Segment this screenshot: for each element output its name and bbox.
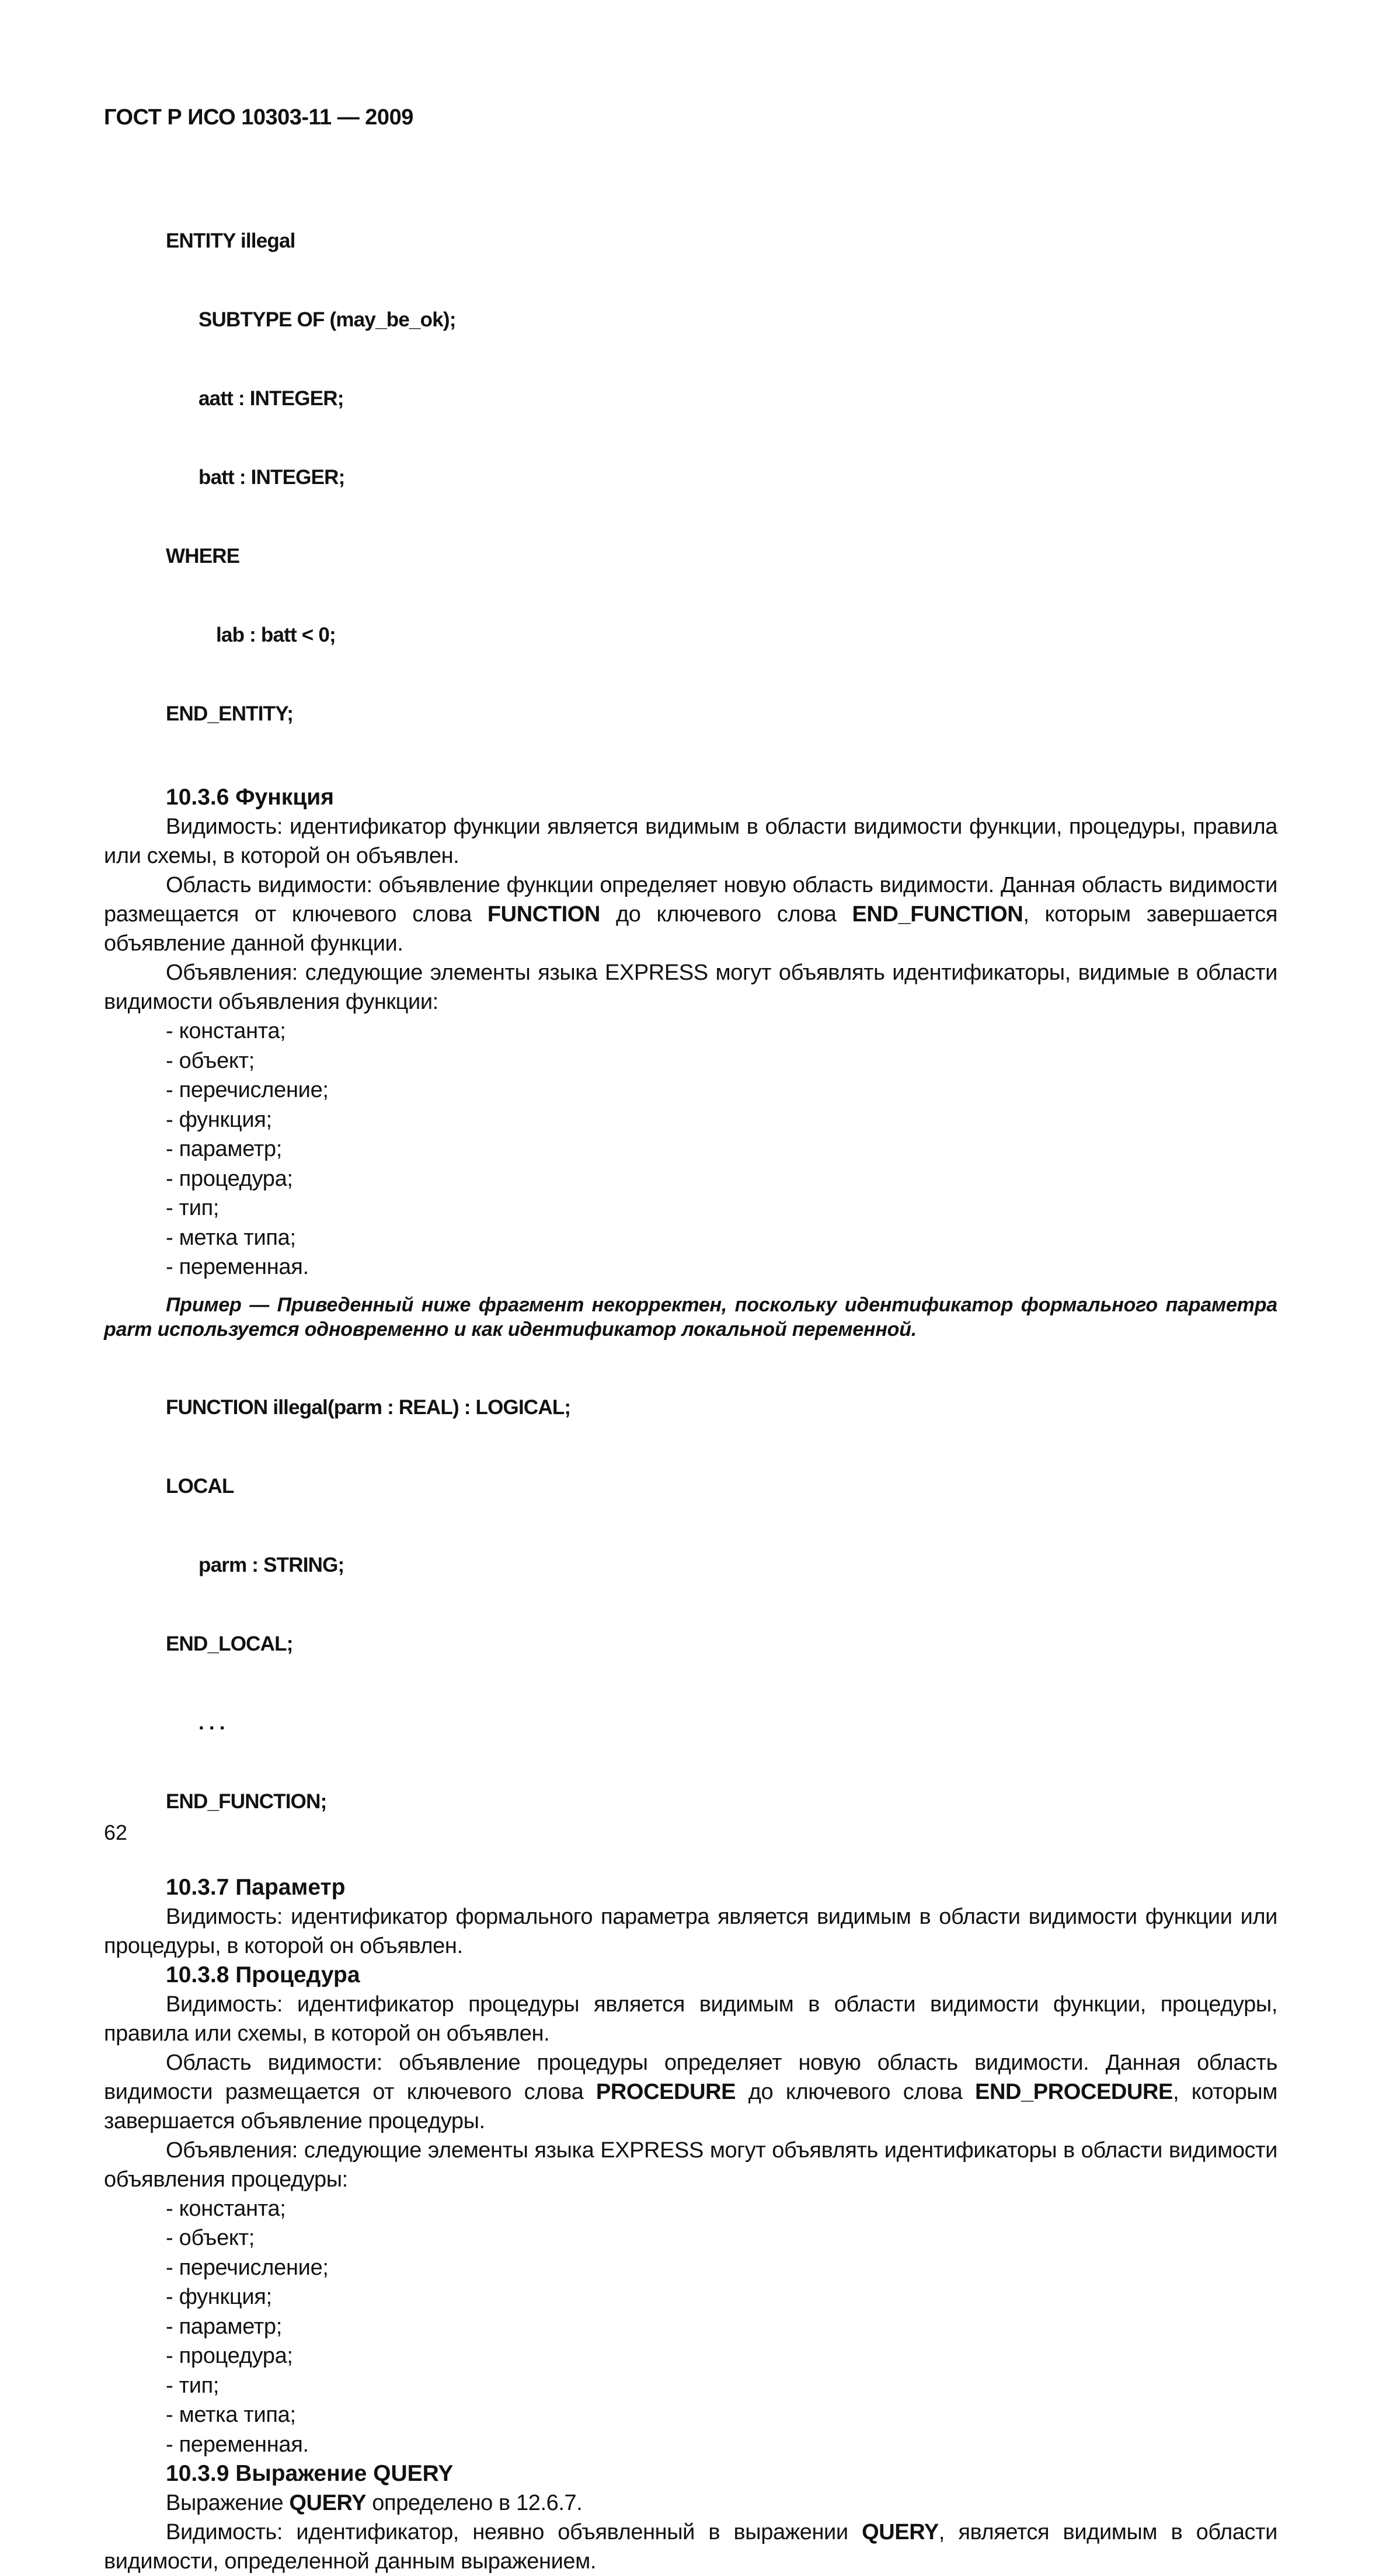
list-item: - переменная. (166, 2432, 309, 2457)
keyword: FUNCTION (487, 902, 600, 927)
code-line: LOCAL (166, 1474, 234, 1498)
declarations-list (104, 2194, 1277, 2460)
text-run: , является видимым в области видимости, определенной данным выражением. (104, 2520, 1277, 2574)
section-heading-10-3-9: 10.3.9 Выражение QUERY (166, 2461, 454, 2486)
list-item: - функция; (166, 1107, 272, 1132)
list-item: - процедура; (166, 2344, 293, 2368)
text-run: , которым завершается объявление процедуры. (104, 2079, 1277, 2133)
section-heading-10-3-7: 10.3.7 Параметр (166, 1874, 346, 1900)
text-run: определено в 12.6.7. (366, 2491, 583, 2515)
list-item: - процедура; (166, 1166, 293, 1191)
list-item: - объект; (166, 1048, 255, 1073)
code-block-function (166, 1342, 1277, 1867)
list-item: - переменная. (166, 1255, 309, 1279)
code-line: . . . (199, 1711, 225, 1734)
keyword: PROCEDURE (596, 2079, 736, 2104)
document-header: ГОСТ Р ИСО 10303-11 — 2009 (104, 105, 413, 130)
paragraph: Видимость: идентификатор процедуры является видимым в области видимости функции, процедуры, правила или схемы, в которой он объявлен. (104, 1992, 1277, 2046)
text-run: Выражение (166, 2491, 290, 2515)
code-block-entity (166, 175, 1277, 779)
list-item: - перечисление; (166, 2255, 329, 2280)
paragraph (104, 871, 1277, 958)
list-item: - параметр; (166, 1137, 282, 1161)
paragraph (104, 2518, 1277, 2576)
code-line: END_ENTITY; (166, 702, 294, 725)
list-item: - функция; (166, 2285, 272, 2309)
code-line: ENTITY illegal (166, 229, 295, 252)
text-run: Область видимости: объявление функции определяет новую область видимости. Данная область видимости размещается от ключевого слова (104, 873, 1277, 927)
list-item: - константа; (166, 2196, 286, 2221)
code-line: FUNCTION illegal(parm : REAL) : LOGICAL; (166, 1395, 571, 1419)
paragraph: Объявления: следующие элементы языка EXPRESS могут объявлять идентификаторы, видимые в области видимости объявления функции: (104, 960, 1277, 1014)
text-run: до ключевого слова (600, 902, 852, 927)
keyword: END_FUNCTION (852, 902, 1023, 927)
keyword: QUERY (862, 2520, 939, 2544)
list-item: - параметр; (166, 2314, 282, 2339)
paragraph: Видимость: идентификатор функции является видимым в области видимости функции, процедуры, правила или схемы, в которой он объявлен. (104, 814, 1277, 868)
code-line: aatt : INTEGER; (199, 387, 344, 410)
code-line: WHERE (166, 545, 240, 568)
code-line: END_FUNCTION; (166, 1790, 327, 1813)
code-line: lab : batt < 0; (216, 624, 336, 646)
code-line: END_LOCAL; (166, 1632, 293, 1655)
list-item: - тип; (166, 1196, 220, 1220)
paragraph (104, 2048, 1277, 2136)
text-run: до ключевого слова (736, 2079, 975, 2104)
text-run: Видимость: идентификатор, неявно объявленный в выражении (166, 2520, 862, 2544)
paragraph (104, 2488, 1277, 2518)
list-item: - метка типа; (166, 2403, 296, 2427)
page-content (104, 175, 1277, 2576)
code-line: batt : INTEGER; (199, 466, 345, 489)
code-line: SUBTYPE OF (may_be_ok); (199, 308, 456, 331)
example-note: Пример — Приведенный ниже фрагмент некорректен, поскольку идентификатор формального параметра parm используется одновременно и как идентификатор локальной переменной. (104, 1293, 1277, 1341)
text-run: Область видимости: объявление процедуры определяет новую область видимости. Данная область видимости размещается от ключевого слова (104, 2050, 1277, 2104)
keyword: END_PROCEDURE (975, 2079, 1173, 2104)
list-item: - объект; (166, 2226, 255, 2250)
text-run: , которым завершается объявление данной функции. (104, 902, 1277, 956)
section-heading-10-3-8: 10.3.8 Процедура (166, 1962, 360, 1987)
paragraph: Объявления: следующие элементы языка EXPRESS могут объявлять идентификаторы в области видимости объявления процедуры: (104, 2138, 1277, 2192)
code-line: parm : STRING; (199, 1553, 344, 1576)
page-number: 62 (104, 1820, 128, 1844)
list-item: - метка типа; (166, 1225, 296, 1250)
declarations-list (104, 1017, 1277, 1282)
list-item: - тип; (166, 2373, 220, 2398)
section-heading-10-3-6: 10.3.6 Функция (166, 785, 335, 810)
list-item: - константа; (166, 1019, 286, 1043)
keyword: QUERY (289, 2491, 367, 2515)
paragraph: Видимость: идентификатор формального параметра является видимым в области видимости функции или процедуры, в которой он объявлен. (104, 1904, 1277, 1958)
list-item: - перечисление; (166, 1078, 329, 1102)
